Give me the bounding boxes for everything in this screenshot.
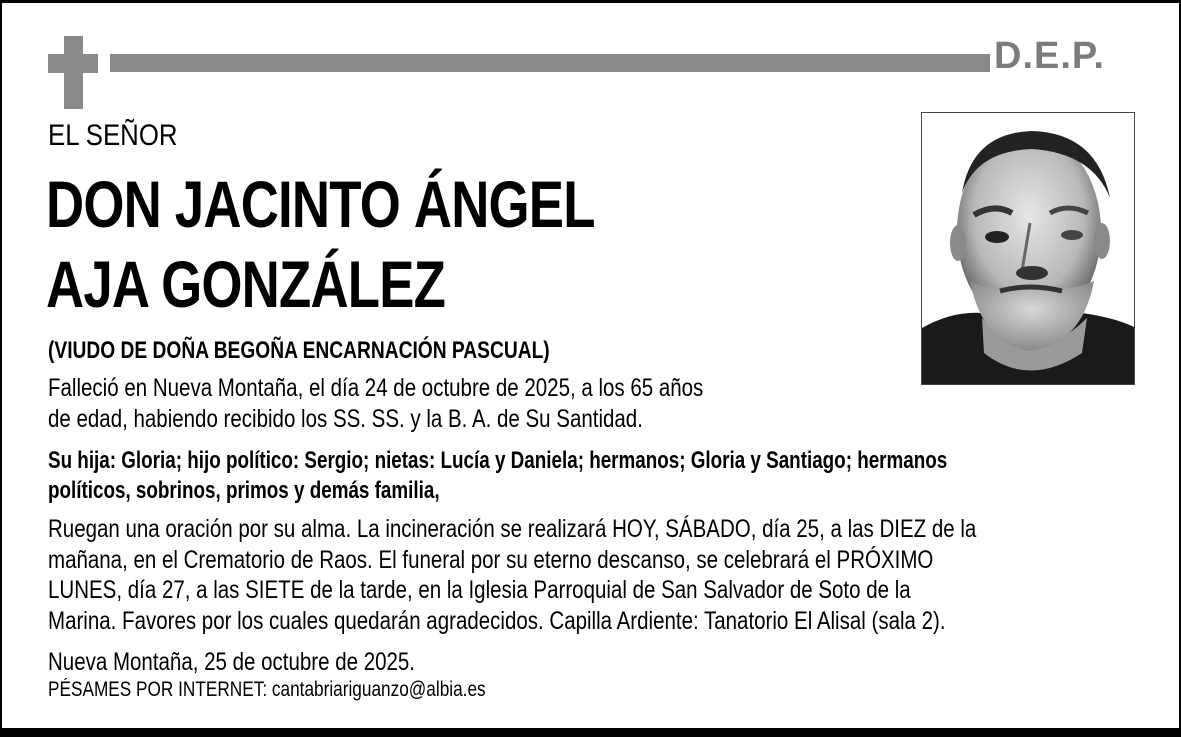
arrangements-line: LUNES, día 27, a las SIETE de la tarde, en la Iglesia Parroquial de San Salvador de Soto de la: [48, 576, 911, 604]
arrangements-line: Ruegan una oración por su alma. La incineración se realizará HOY, SÁBADO, día 25, a las DIEZ de la: [48, 515, 977, 543]
condolences-label: PÉSAMES POR INTERNET:: [48, 678, 268, 701]
arrangements-line: Marina. Favores por los cuales quedarán agradecidos. Capilla Ardiente: Tanatorio El Alisal (sala 2).: [48, 606, 946, 635]
header-rule: [110, 54, 990, 72]
deceased-name: [46, 164, 595, 324]
death-notice-line: de edad, habiendo recibido los SS. SS. y la B. A. de Su Santidad.: [48, 405, 643, 433]
arrangements-paragraph: [48, 514, 976, 636]
widower-of: (VIUDO DE DOÑA BEGOÑA ENCARNACIÓN PASCUAL): [48, 337, 550, 364]
family-line: Su hija: Gloria; hijo político: Sergio; nietas: Lucía y Daniela; hermanos; Gloria y Santiago; hermanos: [48, 447, 948, 474]
dep-label: D.E.P.: [994, 35, 1105, 77]
death-notice-line: Falleció en Nueva Montaña, el día 24 de octubre de 2025, a los 65 años: [48, 374, 704, 402]
arrangements-line: mañana, en el Crematorio de Raos. El funeral por su eterno descanso, se celebrará el PRÓXIMO: [48, 545, 934, 574]
family-line: políticos, sobrinos, primos y demás familia,: [48, 477, 440, 504]
portrait-image: [922, 113, 1135, 385]
place-date: Nueva Montaña, 25 de octubre de 2025.: [48, 648, 415, 676]
condolences-email[interactable]: cantabriariguanzo@albia.es: [271, 678, 486, 701]
deceased-name-line-1: DON JACINTO ÁNGEL: [46, 167, 595, 241]
deceased-name-line-2: AJA GONZÁLEZ: [46, 247, 446, 321]
family-paragraph: [48, 446, 947, 506]
death-notice-paragraph: [48, 373, 703, 435]
condolences-line: [48, 676, 486, 704]
cross-icon-arm: [48, 54, 98, 73]
honorific-title: EL SEÑOR: [48, 119, 178, 152]
portrait-photo: [921, 112, 1135, 385]
